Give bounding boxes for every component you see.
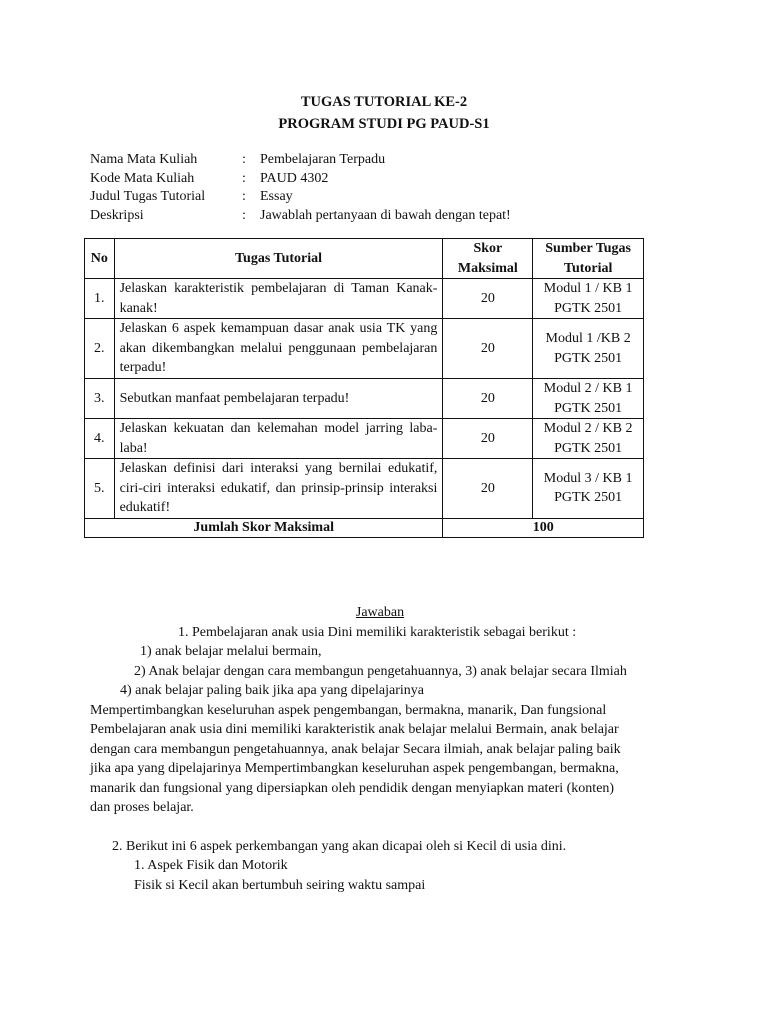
meta-row <box>90 170 511 189</box>
total-label: Jumlah Skor Maksimal <box>85 518 443 537</box>
row-source <box>533 419 644 459</box>
meta-colon: : <box>242 170 246 186</box>
header-source-line2: Tutorial <box>563 260 613 276</box>
row-no: 3. <box>85 379 115 419</box>
row-source-code: PGTK 2501 <box>554 440 623 456</box>
row-task: Jelaskan 6 aspek kemampuan dasar anak usia TK yang akan dikembangkan melalui penggunaan pembelajaran terpadu! <box>114 319 443 379</box>
table-row <box>85 319 644 379</box>
table-row <box>85 419 644 459</box>
meta-key: Deskripsi <box>90 207 144 223</box>
meta-row <box>90 188 511 207</box>
header-skor <box>443 239 533 279</box>
answer-item-2-intro: 2. Berikut ini 6 aspek perkembangan yang akan dicapai oleh si Kecil di usia dini. <box>112 838 567 854</box>
row-source <box>533 319 644 379</box>
answer-paragraph-line: jika apa yang dipelajarinya Mempertimbangkan keseluruhan aspek pengembangan, bermakna, <box>90 761 619 776</box>
answer-item-2-point: 1. Aspek Fisik dan Motorik <box>134 858 288 873</box>
row-source-module: Modul 1 /KB 2 <box>545 331 631 346</box>
meta-value: PAUD 4302 <box>260 170 329 186</box>
header-source-line1: Sumber Tugas <box>545 241 631 256</box>
row-no: 1. <box>85 279 115 319</box>
answer-title: Jawaban <box>355 605 405 620</box>
answer-item-1-intro: 1. Pembelajaran anak usia Dini memiliki karakteristik sebagai berikut : <box>178 624 577 640</box>
table-total-row <box>85 518 644 537</box>
meta-value: Jawablah pertanyaan di bawah dengan tepat! <box>260 207 511 223</box>
row-source <box>533 379 644 419</box>
course-info <box>90 151 511 225</box>
row-no: 5. <box>85 459 115 519</box>
row-task: Jelaskan karakteristik pembelajaran di Taman Kanak-kanak! <box>114 279 443 319</box>
answer-item-1-point: 2) Anak belajar dengan cara membangun pengetahuannya, 3) anak belajar secara Ilmiah <box>134 663 627 679</box>
spacer <box>90 818 670 837</box>
document-title: TUGAS TUTORIAL KE-2 <box>300 94 468 110</box>
answer-paragraph-line: Mempertimbangkan keseluruhan aspek pengembangan, bermakna, manarik, Dan fungsional <box>90 702 607 718</box>
meta-row <box>90 207 511 226</box>
row-source-module: Modul 2 / KB 2 <box>543 421 633 436</box>
answer-item-1-point: 1) anak belajar melalui bermain, <box>140 644 322 659</box>
meta-value: Essay <box>260 189 293 204</box>
meta-colon: : <box>242 189 246 204</box>
table-row <box>85 279 644 319</box>
meta-key: Kode Mata Kuliah <box>90 170 195 186</box>
row-source-code: PGTK 2501 <box>554 350 623 366</box>
row-skor: 20 <box>443 379 533 419</box>
row-source <box>533 279 644 319</box>
row-task: Sebutkan manfaat pembelajaran terpadu! <box>114 379 443 419</box>
row-no: 2. <box>85 319 115 379</box>
header-no: No <box>85 239 115 279</box>
task-table <box>84 238 644 538</box>
row-task: Jelaskan kekuatan dan kelemahan model jarring laba-laba! <box>114 419 443 459</box>
row-skor: 20 <box>443 319 533 379</box>
row-source-code: PGTK 2501 <box>554 300 623 316</box>
meta-row <box>90 151 511 170</box>
row-task: Jelaskan definisi dari interaksi yang bernilai edukatif, ciri-ciri interaksi edukatif, dan prinsip-prinsip interaksi edukatif! <box>114 459 443 519</box>
answer-item-1-point: 4) anak belajar paling baik jika apa yang dipelajarinya <box>120 683 424 698</box>
table-header-row <box>85 239 644 279</box>
header-task: Tugas Tutorial <box>114 239 443 279</box>
meta-value: Pembelajaran Terpadu <box>260 152 386 167</box>
header-source <box>533 239 644 279</box>
answer-paragraph-line: dengan cara membangun pengetahuannya, anak belajar Secara ilmiah, anak belajar paling baik <box>90 741 621 757</box>
header-skor-line2: Maksimal <box>457 260 518 276</box>
answer-paragraph-line: dan proses belajar. <box>90 800 194 815</box>
row-source-module: Modul 2 / KB 1 <box>543 381 633 396</box>
meta-colon: : <box>242 207 246 223</box>
meta-colon: : <box>242 152 246 167</box>
row-source-code: PGTK 2501 <box>554 490 623 506</box>
row-no: 4. <box>85 419 115 459</box>
meta-key: Judul Tugas Tutorial <box>90 189 206 204</box>
table-row <box>85 459 644 519</box>
answer-section <box>90 603 670 895</box>
total-value: 100 <box>443 518 644 537</box>
meta-key: Nama Mata Kuliah <box>90 152 198 167</box>
program-title: PROGRAM STUDI PG PAUD-S1 <box>278 116 490 132</box>
row-skor: 20 <box>443 279 533 319</box>
table-row <box>85 379 644 419</box>
answer-item-2-text: Fisik si Kecil akan bertumbuh seiring waktu sampai <box>134 877 426 893</box>
row-source <box>533 459 644 519</box>
answer-paragraph-line: manarik dan fungsional yang dipersiapkan oleh pendidik dengan menyiapkan materi (konten) <box>90 780 615 796</box>
row-skor: 20 <box>443 459 533 519</box>
header-skor-line1: Skor <box>473 241 503 256</box>
row-source-module: Modul 1 / KB 1 <box>543 281 633 296</box>
answer-paragraph-line: Pembelajaran anak usia dini memiliki karakteristik anak belajar melalui Bermain, anak belajar <box>90 722 619 737</box>
row-source-code: PGTK 2501 <box>554 400 623 416</box>
row-source-module: Modul 3 / KB 1 <box>543 470 633 486</box>
row-skor: 20 <box>443 419 533 459</box>
